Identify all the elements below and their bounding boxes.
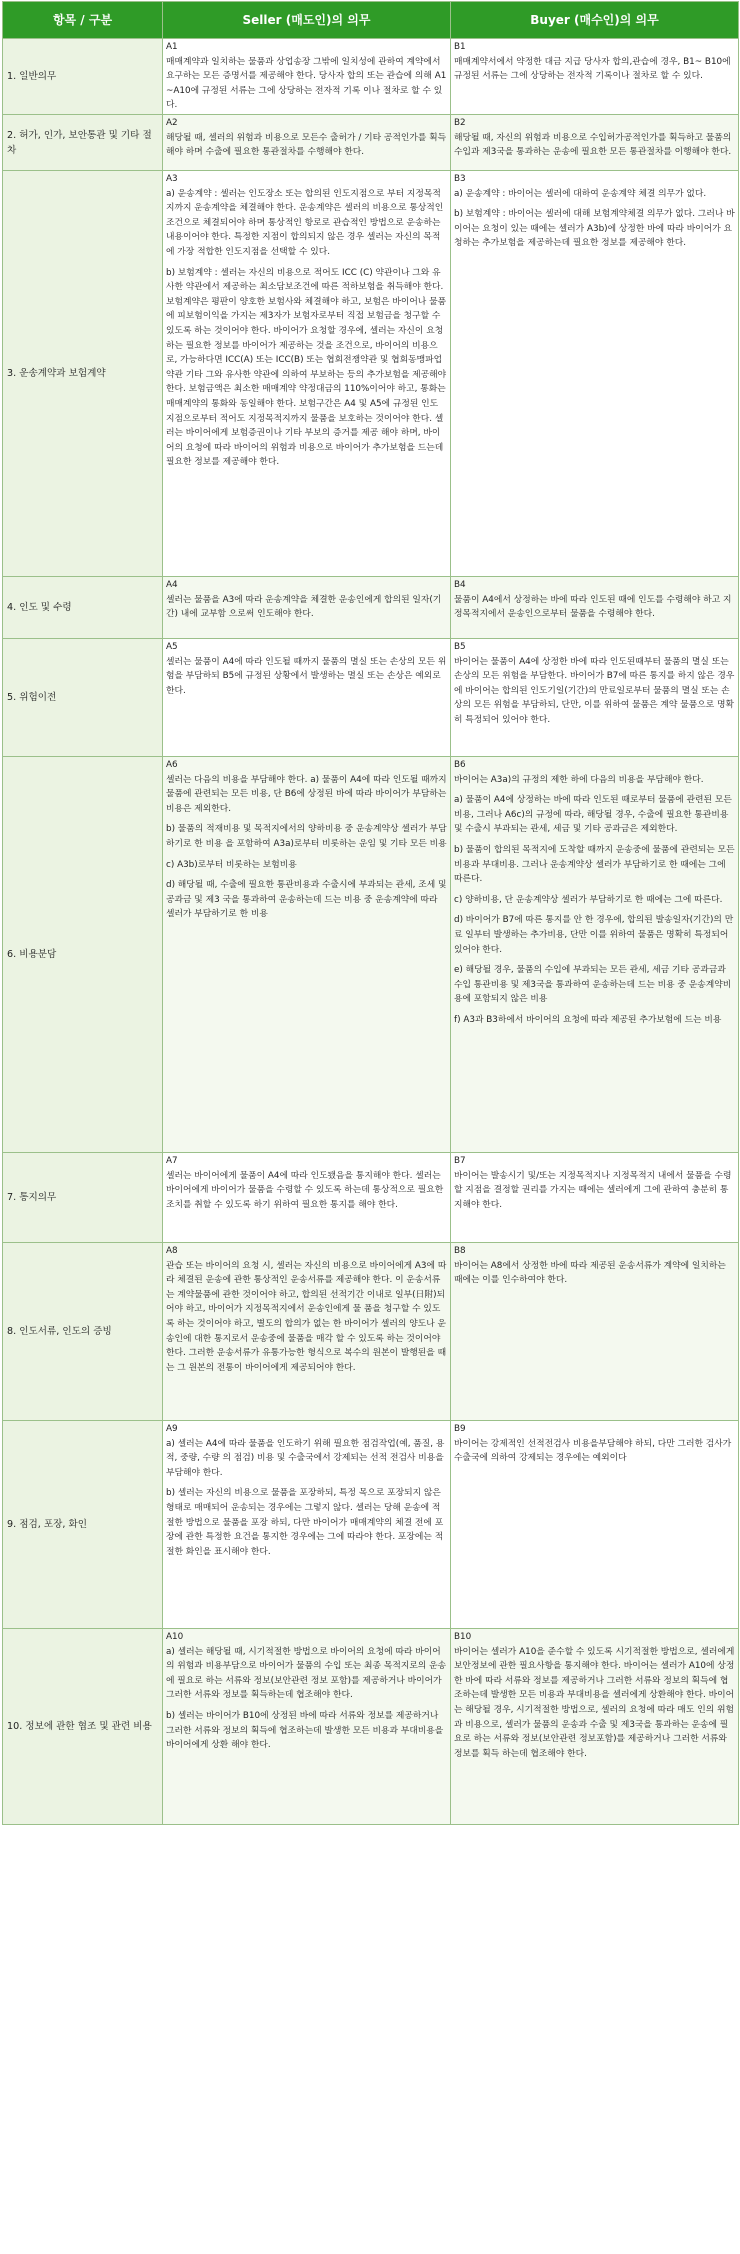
table-row (3, 39, 739, 115)
buyer-paragraph: 해당될 때, 자신의 위험과 비용으로 수입허가공적인가를 획득하고 물품의 수입과 제3국을 통과하는 운송에 필요한 모든 통관절차를 이행해야 한다. (454, 132, 732, 158)
buyer-paragraph: 바이어는 발송시기 및/또는 지정목적지나 지정목적지 내에서 물품을 수령할 지점을 결정할 권리를 가지는 때에는 셀러에게 그에 관하여 충분히 통지해야 한다. (454, 1170, 732, 1210)
table-row (3, 1629, 739, 1825)
buyer-paragraph: d) 바이어가 B7에 따른 통지를 안 한 경우에, 합의된 발송일자(기간)의 만료 일부터 발생하는 추가비용, 단만 이를 위하여 물품은 명확히 특정되어 있어야 한다. (454, 915, 734, 955)
seller-paragraph: d) 해당될 때, 수출에 필요한 통관비용과 수출시에 부과되는 관세, 조세 및 공과금 및 제3 국을 통과하여 운송하는데 드는 비용 중 운송계약에 따라 셀러가 부담하기로 한 비용 (166, 880, 447, 920)
buyer-code: B10 (454, 1632, 472, 1642)
buyer-paragraph: a) 물품이 A4에 상정하는 바에 따라 인도된 때로부터 물품에 관련된 모든 비용, 그러나 A6c)의 규정에 따라, 해당될 경우, 수출에 필요한 통관비용 및 수출시 부과되는 관세, 세금 및 기타 공과금은 제외한다. (454, 795, 732, 835)
seller-paragraph: 매매계약과 일치하는 물품과 상업송장 그밖에 일치성에 관하여 계약에서 요구하는 모든 증명서를 제공해야 한다. 당사자 합의 또는 관습에 의해 A1~A10에 규정된 서류는 그에 상당하는 전자적 기록 이나 절차로 할 수 있다. (166, 56, 447, 111)
row-label: 6. 비용분담 (3, 757, 163, 1153)
buyer-paragraph: 바이어는 A8에서 상정한 바에 따라 제공된 운송서류가 계약에 일치하는 때에는 이를 인수하여야 한다. (454, 1260, 726, 1286)
seller-paragraph: 셀러는 물품이 A4에 따라 인도될 때까지 물품의 멸실 또는 손상의 모든 위험을 부담하되 B5에 규정된 상황에서 발생하는 멸실 또는 손상은 예외로 한다. (166, 656, 447, 696)
seller-code: A4 (166, 580, 178, 590)
row-label: 9. 점검, 포장, 화인 (3, 1421, 163, 1629)
table-row (3, 171, 739, 577)
buyer-cell (451, 1421, 739, 1629)
buyer-paragraph: b) 물품이 합의된 목적지에 도착할 때까지 운송중에 물품에 관련되는 모든 비용과 부대비용. 그러나 운송계약상 셀러가 부담하기로 한 때에는 그에 따른다. (454, 844, 735, 885)
seller-paragraph: a) 운송계약 : 셀러는 인도장소 또는 합의된 인도지점으로 부터 지정목적지까지 운송계약을 체결해야 한다. 운송계약은 셀러의 비용으로 통상적인 조건으로 체결되어야 하며 통상적인 항로로 관습적인 방법으로 운송하는 내용이어야 한다. 특정한 지점이 합의되지 않은 경우 셀러는 자신의 목적에 가장 적합한 인도지점을 선택할 수 있다. (166, 188, 444, 257)
buyer-paragraph: f) A3과 B3하에서 바이어의 요청에 따라 제공된 추가보험에 드는 비용 (454, 1014, 722, 1025)
table-header (3, 2, 739, 39)
table-row (3, 639, 739, 757)
seller-code: A9 (166, 1424, 178, 1434)
header-item-category: 항목 / 구분 (3, 2, 163, 39)
buyer-code: B2 (454, 118, 466, 128)
seller-cell (163, 757, 451, 1153)
buyer-cell (451, 757, 739, 1153)
buyer-code: B4 (454, 580, 466, 590)
buyer-cell (451, 577, 739, 639)
seller-paragraph: a) 셀러는 해당될 때, 시기적절한 방법으로 바이어의 요청에 따라 바이어의 위험과 비용부담으로 바이어가 물품의 수입 또는 최종 목적지로의 운송에 필요로 하는 서류와 정보(보안관련 정보 포함)를 제공하거나 바이어가 그러한 서류와 정보를 획득하는데 협조해야 한다. (166, 1646, 447, 1701)
table-row (3, 1153, 739, 1243)
buyer-code: B1 (454, 42, 466, 52)
seller-code: A7 (166, 1156, 178, 1166)
buyer-paragraph: b) 보험계약 : 바이어는 셀러에 대해 보험계약체결 의무가 없다. 그러나 바이어는 요청이 있는 때에는 셀러가 A3b)에 상정한 바에 따라 바이어가 요청하는 추가보험을 제공하는데 필요한 정보를 제공해야 한다. (454, 209, 735, 249)
buyer-cell (451, 1629, 739, 1825)
seller-paragraph: 셀러는 물품을 A3에 따라 운송계약을 체결한 운송인에게 합의된 일자(기간) 내에 교부함 으로써 인도해야 한다. (166, 594, 442, 620)
table-body (3, 39, 739, 1825)
seller-cell (163, 1153, 451, 1243)
row-label: 5. 위험이전 (3, 639, 163, 757)
seller-code: A1 (166, 42, 178, 52)
buyer-paragraph: 물품이 A4에서 상정하는 바에 따라 인도된 때에 인도를 수령해야 하고 지정목적지에서 운송인으로부터 물품을 수령해야 한다. (454, 594, 732, 620)
row-label: 8. 인도서류, 인도의 증빙 (3, 1243, 163, 1421)
seller-cell (163, 39, 451, 115)
seller-cell (163, 1629, 451, 1825)
seller-paragraph: b) 셀러는 자신의 비용으로 물품을 포장하되, 특정 목으로 포장되지 않은 형태로 매매되어 운송되는 경우에는 그렇지 않다. 셀러는 당해 운송에 적절한 방법으로 물품을 포장 하되, 다만 바이어가 매매계약의 체결 전에 포장에 관한 특정한 요건을 통지한 경우에는 그에 따라야 한다. 포장에는 적절한 화인을 표시해야 한다. (166, 1488, 444, 1557)
buyer-paragraph: 바이어는 강제적인 선적전검사 비용을부담해야 하되, 다만 그러한 검사가 수출국에 의하여 강제되는 경우에는 예외이다 (454, 1438, 732, 1464)
incoterms-obligations-table (2, 1, 739, 1825)
row-label: 7. 통지의무 (3, 1153, 163, 1243)
seller-code: A3 (166, 174, 178, 184)
table-row (3, 1243, 739, 1421)
buyer-paragraph: 매매계약서에서 약정한 대금 지급 당사자 합의,관습에 경우, B1~ B10에 규정된 서류는 그에 상당하는 전자적 기록이나 절차로 할 수 있다. (454, 56, 731, 82)
header-row (3, 2, 739, 39)
seller-code: A2 (166, 118, 178, 128)
seller-cell (163, 1243, 451, 1421)
buyer-code: B3 (454, 174, 466, 184)
seller-paragraph: 관습 또는 바이어의 요청 시, 셀러는 자신의 비용으로 바이어에게 A3에 따라 체결된 운송에 관한 통상적인 운송서류를 제공해야 한다. 이 운송서류는 계약물품에 관한 것이어야 하고, 합의된 선적기간 이내로 일부(日附)되어야 하고, 바이어가 지정목적지에서 운송인에게 물 품을 청구할 수 있도록 하는 것이어야 하고, 별도의 합의가 없는 한 바이어가 셀러의 양도나 운송인에 대한 통지로서 운송중에 물품을 매각 할 수 있도록 하는 것이어야 한다. 그러한 운송서류가 유통가능한 형식으로 복수의 원본이 발행된을 때는 그 원본의 전통이 바이어에게 제공되어야 한다. (166, 1260, 447, 1373)
header-buyer-obligations: Buyer (매수인)의 의무 (451, 2, 739, 39)
table-row (3, 577, 739, 639)
buyer-cell (451, 171, 739, 577)
buyer-paragraph: 바이어는 물품이 A4에 상정한 바에 따라 인도된때부터 물품의 멸실 또는 손상의 모든 위험을 부담한다. 바이어가 B7에 따른 통지를 하지 않은 경우에 바이어는 합의된 인도기일(기간)의 만료일로부터 물품의 멸실 또는 손상의 모든 위험을 부담하되, 단만, 이를 위하여 물품은 계약 물품으로 명확히 특정되어 있어야 한다. (454, 656, 735, 725)
row-label: 4. 인도 및 수령 (3, 577, 163, 639)
buyer-paragraph: a) 운송계약 : 바이어는 셀러에 대하여 운송계약 체결 의무가 없다. (454, 188, 707, 199)
header-seller-obligations: Seller (매도인)의 의무 (163, 2, 451, 39)
buyer-cell (451, 1153, 739, 1243)
buyer-paragraph: c) 양하비용, 단 운송계약상 셀러가 부담하기로 한 때에는 그에 따른다. (454, 894, 723, 905)
buyer-cell (451, 1243, 739, 1421)
row-label: 1. 일반의무 (3, 39, 163, 115)
seller-paragraph: 셀러는 바이어에게 물품이 A4에 따라 인도됐음을 통지해야 한다. 셀러는 바이어에게 바이어가 물품을 수령할 수 있도록 하는데 통상적으로 필요한 조치를 취할 수 있도록 하기 위하여 필요한 통지를 해야 한다. (166, 1170, 444, 1210)
table-row (3, 757, 739, 1153)
seller-code: A10 (166, 1632, 184, 1642)
seller-paragraph: 해당될 때, 셀러의 위험과 비용으로 모든수 출허가 / 기타 공적인가를 획득해야 하며 수출에 필요한 통관절차를 수행해야 한다. (166, 132, 447, 158)
seller-cell (163, 1421, 451, 1629)
buyer-code: B9 (454, 1424, 466, 1434)
table-row (3, 1421, 739, 1629)
seller-code: A8 (166, 1246, 178, 1256)
seller-paragraph: b) 보험계약 : 셀러는 자신의 비용으로 적어도 ICC (C) 약관이나 그와 유사한 약관에서 제공하는 최소담보조건에 따른 적하보험을 취득해야 한다. 보험계약은 평판이 양호한 보험사와 체결해야 하고, 보험은 바이어나 물품에 피보험이익을 가지는 제3자가 보험자로부터 직접 보험금을 청구할 수 있도록 하는 것이어야 한다. 바이어가 요청할 경우에, 셀러는 자신이 요청하는 필요한 정보를 바이어가 제공하는 것을 조건으로, 바이어의 비용으로, 가능하다면 ICC(A) 또는 ICC(B) 또는 협회전쟁약관 및 협회동맹파업약관 기타 그와 유사한 약관에 의하여 부보하는 등의 추가보험을 제공해야 한다. 보험금액은 최소한 매매계약 약정대금의 110%이어야 하고, 통화는 매매계약의 통화와 동일해야 한다. 보험구간은 A4 및 A5에 규정된 인도 지점으로부터 적어도 지정목적지까지 물품을 보호하는 것이어야 한다. 셀러는 바이어에게 보험증권이나 기타 부보의 증거를 제공 해야 하며, 바이어의 요청에 따라 바이어의 위험과 비용으로 바이어가 추가보험을 드는데 필요한 정보를 제공해야 한다. (166, 267, 447, 468)
buyer-paragraph: e) 해당될 경우, 물품의 수입에 부과되는 모든 관세, 세금 기타 공과금과 수입 통관비용 및 제3국을 통과하여 운송하는데 드는 비용 중 운송계약비용에 포함되지 않은 비용 (454, 965, 732, 1005)
seller-cell (163, 115, 451, 171)
seller-paragraph: b) 물품의 적재비용 및 목적지에서의 양하비용 중 운송계약상 셀러가 부담하기로 한 비용 을 포함하여 A3a)로부터 비롯하는 운임 및 기타 모든 비용 (166, 824, 447, 849)
buyer-code: B8 (454, 1246, 466, 1256)
seller-paragraph: c) A3b)로부터 비롯하는 보험비용 (166, 859, 297, 870)
seller-paragraph: 셀러는 다음의 비용을 부담해야 한다. a) 물품이 A4에 따라 인도될 때까지 물품에 관련되는 모든 비용, 단 B6에 상정된 바에 따라 바이어가 부담하는 비용은 제외한다. (166, 774, 447, 814)
seller-paragraph: b) 셀러는 바이어가 B10에 상정된 바에 따라 서류와 정보를 제공하거나 그러한 서류와 정보의 획득에 협조하는데 발생한 모든 비용과 부대비용을 바이어에게 상환 해야 한다. (166, 1710, 444, 1751)
seller-code: A5 (166, 642, 178, 652)
buyer-cell (451, 639, 739, 757)
row-label: 3. 운송계약과 보험계약 (3, 171, 163, 577)
seller-cell (163, 577, 451, 639)
seller-code: A6 (166, 760, 178, 770)
row-label: 10. 정보에 관한 협조 및 관련 비용 (3, 1629, 163, 1825)
buyer-paragraph: 바이어는 셀러가 A10을 준수할 수 있도록 시기적절한 방법으로, 셀러에게 보안정보에 관한 필요사항을 통지해야 한다. 바이어는 셀러가 A10에 상정한 바에 따라 서류와 정보를 제공하거나 그러한 서류와 정보의 획득에 협조하는데 발생한 모든 비용과 부대비용을 셀러에게 상환해야 한다. 바이어는 해당될 경우, 시기적절한 방법으로, 셀러의 요청에 따라 매도 인의 위험과 비용으로, 셀러가 물품의 운송과 수출 및 제3국을 통과하는 운송에 필요로 하는 서류와 정보(보안관련 정보포함)를 제공하거나 그러한 서류와 정보를 획득 하는데 협조해야 한다. (454, 1646, 735, 1759)
buyer-code: B7 (454, 1156, 466, 1166)
row-label: 2. 허가, 인가, 보안통관 및 기타 절차 (3, 115, 163, 171)
seller-paragraph: a) 셀러는 A4에 따라 물품을 인도하기 위해 필요한 점검작업(예, 품질, 용적, 중량, 수량 의 점검) 비용 및 수출국에서 강제되는 선적 전검사 비용을 부담해야 한다. (166, 1438, 445, 1478)
buyer-cell (451, 115, 739, 171)
table-row (3, 115, 739, 171)
buyer-code: B6 (454, 760, 466, 770)
buyer-paragraph: 바이어는 A3a)의 규정의 제한 하에 다음의 비용을 부담해야 한다. (454, 774, 704, 785)
buyer-cell (451, 39, 739, 115)
seller-cell (163, 639, 451, 757)
buyer-code: B5 (454, 642, 466, 652)
seller-cell (163, 171, 451, 577)
